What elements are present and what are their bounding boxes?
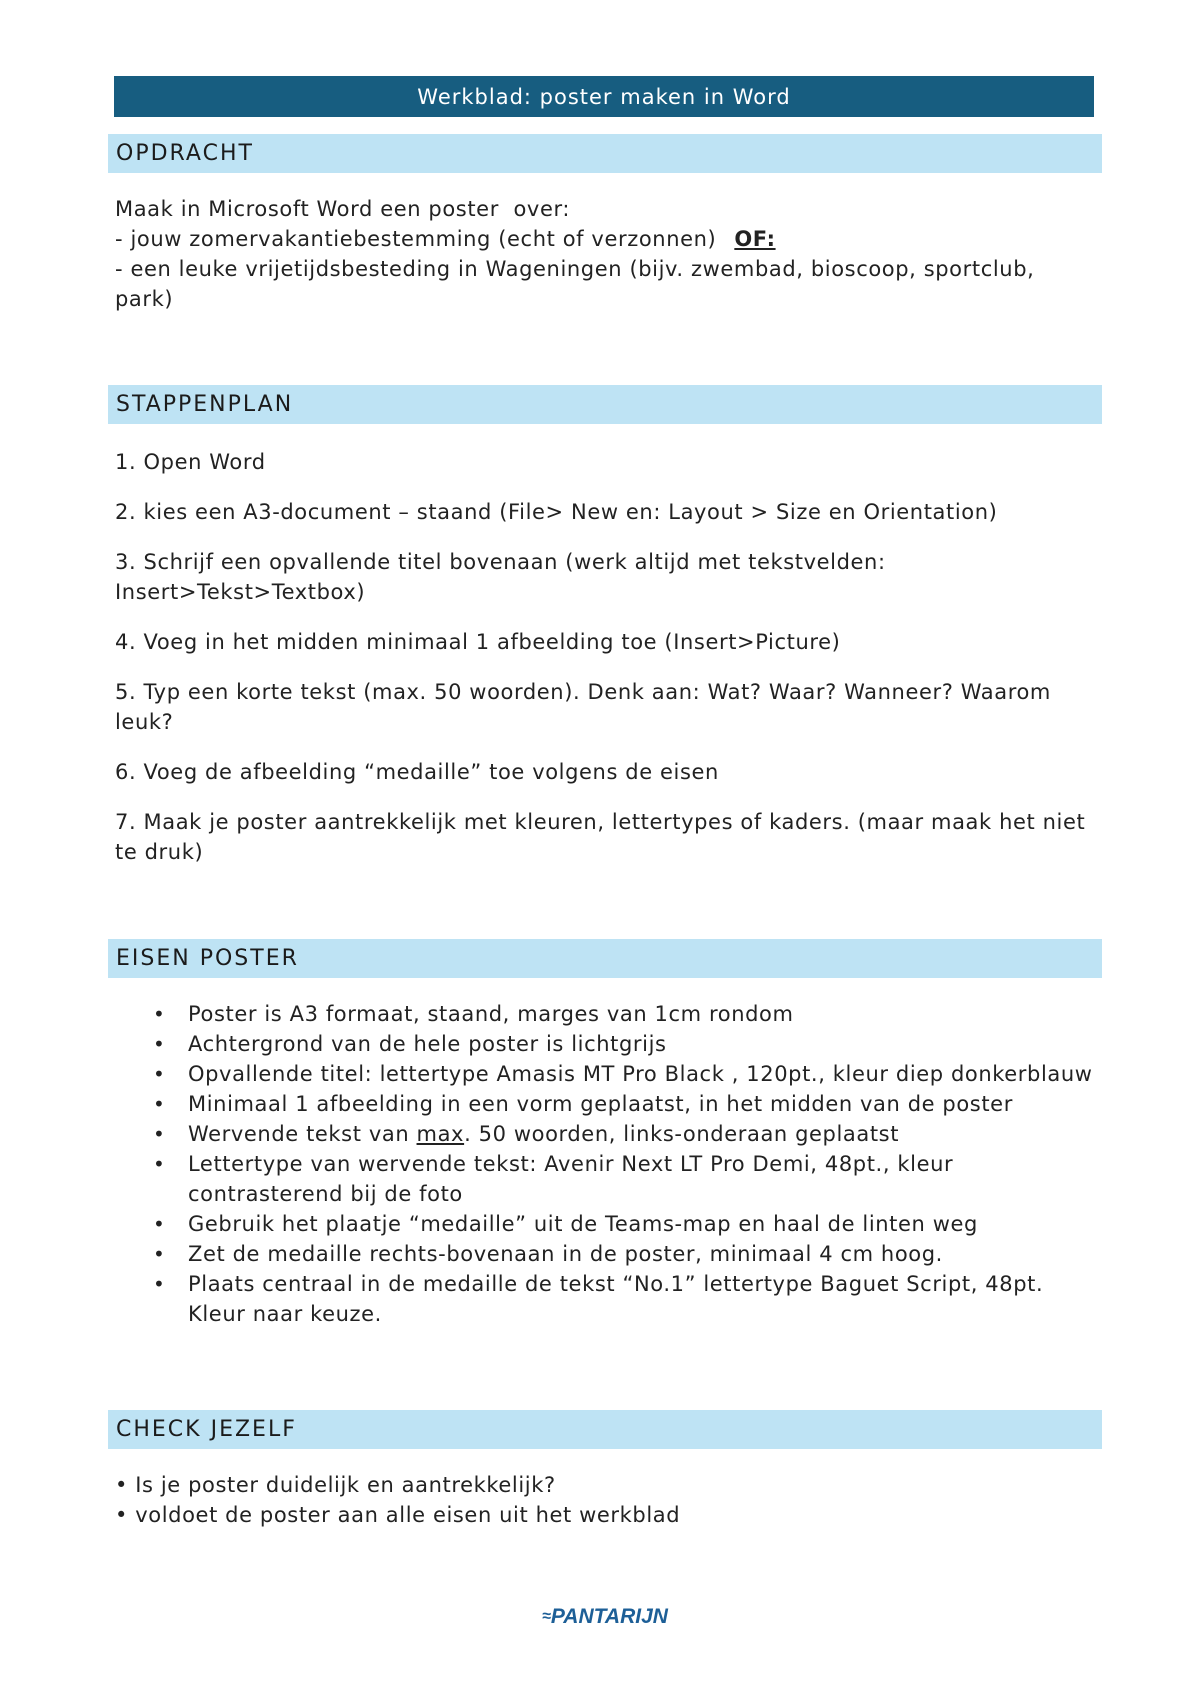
step-item: 1. Open Word bbox=[115, 450, 266, 474]
requirement-item: • Poster is A3 formaat, staand, marges van 1cm rondom bbox=[115, 999, 1105, 1029]
section-heading-eisen: EISEN POSTER bbox=[108, 939, 1102, 978]
step-item: 2. kies een A3-document – staand (File> New en: Layout > Size en Orientation) bbox=[115, 500, 998, 524]
logo-waves-icon: ≈ bbox=[542, 1608, 549, 1625]
requirement-item: • Achtergrond van de hele poster is lichtgrijs bbox=[115, 1029, 1105, 1059]
requirement-item: • Minimaal 1 afbeelding in een vorm geplaatst, in het midden van de poster bbox=[115, 1089, 1105, 1119]
worksheet-title: Werkblad: poster maken in Word bbox=[114, 76, 1094, 117]
check-item: • Is je poster duidelijk en aantrekkelijk? bbox=[115, 1473, 556, 1497]
step-item: 7. Maak je poster aantrekkelijk met kleuren, lettertypes of kaders. (maar maak het niet te druk) bbox=[115, 810, 1086, 864]
bullet-icon: • bbox=[153, 1272, 166, 1296]
bullet-icon: • bbox=[153, 1032, 166, 1056]
section-heading-opdracht: OPDRACHT bbox=[108, 134, 1102, 173]
check-item: • voldoet de poster aan alle eisen uit het werkblad bbox=[115, 1503, 681, 1527]
pantarijn-logo bbox=[530, 1597, 680, 1637]
requirement-item: • Wervende tekst van max. 50 woorden, links-onderaan geplaatst bbox=[115, 1119, 1105, 1149]
section-heading-check: CHECK JEZELF bbox=[108, 1410, 1102, 1449]
bullet-icon: • bbox=[153, 1062, 166, 1086]
opdracht-text bbox=[115, 194, 1075, 314]
requirement-item: • Plaats centraal in de medaille de tekst “No.1” lettertype Baguet Script, 48pt. Kleur naar keuze. bbox=[115, 1269, 1105, 1329]
bullet-icon: • bbox=[153, 1212, 166, 1236]
step-item: 3. Schrijf een opvallende titel bovenaan (werk altijd met tekstvelden: Insert>Tekst>Textbox) bbox=[115, 550, 886, 604]
opdracht-line: park) bbox=[115, 287, 174, 311]
step-item: 4. Voeg in het midden minimaal 1 afbeelding toe (Insert>Picture) bbox=[115, 630, 841, 654]
section-heading-stappenplan: STAPPENPLAN bbox=[108, 385, 1102, 424]
opdracht-line: Maak in Microsoft Word een poster over: bbox=[115, 197, 571, 221]
of-label: OF: bbox=[734, 227, 776, 251]
opdracht-line: - een leuke vrijetijdsbesteding in Wageningen (bijv. zwembad, bioscoop, sportclub, bbox=[115, 257, 1035, 281]
check-list bbox=[115, 1470, 1075, 1530]
bullet-icon: • bbox=[153, 1242, 166, 1266]
requirement-item: • Lettertype van wervende tekst: Avenir Next LT Pro Demi, 48pt., kleur contrasterend bij de foto bbox=[115, 1149, 1105, 1209]
logo-text: PANTARIJN bbox=[550, 1605, 668, 1628]
requirement-item: • Zet de medaille rechts-bovenaan in de poster, minimaal 4 cm hoog. bbox=[115, 1239, 1105, 1269]
step-item: 6. Voeg de afbeelding “medaille” toe volgens de eisen bbox=[115, 760, 719, 784]
requirement-item: • Opvallende titel: lettertype Amasis MT Pro Black , 120pt., kleur diep donkerblauw bbox=[115, 1059, 1105, 1089]
bullet-icon: • bbox=[153, 1152, 166, 1176]
opdracht-option-vacation: - jouw zomervakantiebestemming (echt of verzonnen) bbox=[115, 227, 717, 251]
stappenplan-list bbox=[115, 447, 1090, 887]
requirement-item: • Gebruik het plaatje “medaille” uit de Teams-map en haal de linten weg bbox=[115, 1209, 1105, 1239]
bullet-icon: • bbox=[153, 1002, 166, 1026]
bullet-icon: • bbox=[153, 1122, 166, 1146]
step-item: 5. Typ een korte tekst (max. 50 woorden). Denk aan: Wat? Waar? Wanneer? Waarom leuk? bbox=[115, 680, 1051, 734]
opdracht-line bbox=[115, 224, 1075, 254]
eisen-list bbox=[115, 999, 1105, 1329]
bullet-icon: • bbox=[153, 1092, 166, 1116]
